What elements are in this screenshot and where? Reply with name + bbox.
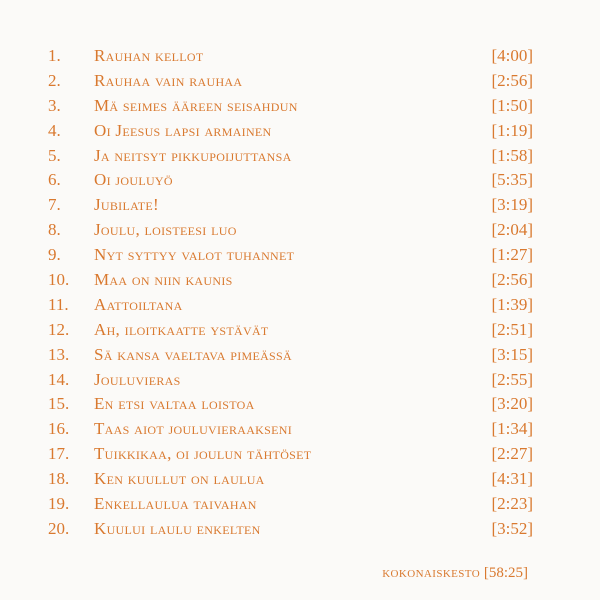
track-title: Joulu, loisteesi luo: [94, 220, 237, 240]
track-title: Jouluvieras: [94, 369, 181, 389]
track-duration: [1:58]: [491, 145, 533, 165]
track-title: Rauhaa vain rauhaa: [94, 70, 243, 90]
track-row: [48, 94, 533, 119]
track-duration: [2:56]: [491, 70, 533, 90]
track-title: Ken kuullut on laulua: [94, 469, 265, 489]
track-duration: [5:35]: [491, 170, 533, 190]
track-title: Taas aiot jouluvieraakseni: [94, 419, 293, 439]
track-row: [48, 492, 533, 517]
track-title: Aattoiltana: [94, 294, 183, 314]
track-duration: [2:56]: [491, 270, 533, 290]
track-row: [48, 467, 533, 492]
track-number: 13.: [48, 344, 70, 364]
track-title: Oi Jeesus lapsi armainen: [94, 120, 272, 140]
track-row: [48, 44, 533, 69]
track-duration: [1:19]: [491, 120, 533, 140]
track-number: 7.: [48, 195, 61, 215]
track-row: [48, 368, 533, 393]
track-row: [48, 144, 533, 169]
track-title: Kuului laulu enkelten: [94, 518, 261, 538]
track-number: 5.: [48, 145, 61, 165]
track-number: 20.: [48, 518, 70, 538]
track-title: Enkellaulua taivahan: [94, 494, 257, 514]
track-number: 12.: [48, 319, 70, 339]
track-number: 10.: [48, 270, 70, 290]
track-number: 11.: [48, 294, 69, 314]
track-duration: [4:31]: [491, 469, 533, 489]
track-duration: [4:00]: [491, 46, 533, 65]
track-row: [48, 517, 533, 542]
total-duration-label: kokonaiskesto: [382, 565, 481, 581]
track-number: 4.: [48, 120, 61, 140]
track-duration: [2:27]: [491, 444, 533, 464]
track-duration: [1:39]: [491, 294, 533, 314]
track-duration: [2:55]: [491, 369, 533, 389]
track-duration: [2:04]: [491, 220, 533, 240]
track-row: [48, 392, 533, 417]
track-row: [48, 218, 533, 243]
track-number: 17.: [48, 444, 70, 464]
track-row: [48, 293, 533, 318]
track-row: [48, 193, 533, 218]
track-number: 2.: [48, 70, 61, 90]
track-number: 9.: [48, 245, 61, 265]
track-title: Rauhan kellot: [94, 46, 204, 65]
total-duration-value: [58:25]: [483, 565, 528, 581]
track-title: Tuikkikaa, oi joulun tähtöset: [94, 444, 312, 464]
track-row: [48, 69, 533, 94]
track-number: 6.: [48, 170, 61, 190]
track-number: 1.: [48, 46, 61, 65]
total-duration: [382, 565, 528, 582]
track-number: 15.: [48, 394, 70, 414]
track-row: [48, 168, 533, 193]
track-title: Sä kansa vaeltava pimeässä: [94, 344, 292, 364]
track-title: Mä seimes ääreen seisahdun: [94, 95, 298, 115]
track-duration: [1:27]: [491, 245, 533, 265]
track-duration: [1:34]: [491, 419, 533, 439]
track-title: Nyt syttyy valot tuhannet: [94, 245, 295, 265]
track-duration: [3:20]: [491, 394, 533, 414]
track-row: [48, 243, 533, 268]
track-duration: [3:19]: [491, 195, 533, 215]
track-title: En etsi valtaa loistoa: [94, 394, 255, 414]
track-number: 16.: [48, 419, 70, 439]
track-title: Ah, iloitkaatte ystävät: [94, 319, 269, 339]
track-row: [48, 417, 533, 442]
track-number: 18.: [48, 469, 70, 489]
track-duration: [1:50]: [491, 95, 533, 115]
track-number: 14.: [48, 369, 70, 389]
track-duration: [3:15]: [491, 344, 533, 364]
track-title: Oi jouluyö: [94, 170, 173, 190]
tracklist: [48, 44, 533, 542]
track-title: Ja neitsyt pikkupoijuttansa: [94, 145, 292, 165]
track-row: [48, 119, 533, 144]
track-row: [48, 318, 533, 343]
track-duration: [2:23]: [491, 494, 533, 514]
track-duration: [3:52]: [491, 518, 533, 538]
track-number: 3.: [48, 95, 61, 115]
track-number: 8.: [48, 220, 61, 240]
track-row: [48, 268, 533, 293]
track-title: Maa on niin kaunis: [94, 270, 233, 290]
track-duration: [2:51]: [491, 319, 533, 339]
track-row: [48, 442, 533, 467]
track-row: [48, 343, 533, 368]
track-number: 19.: [48, 494, 70, 514]
track-title: Jubilate!: [94, 195, 159, 215]
